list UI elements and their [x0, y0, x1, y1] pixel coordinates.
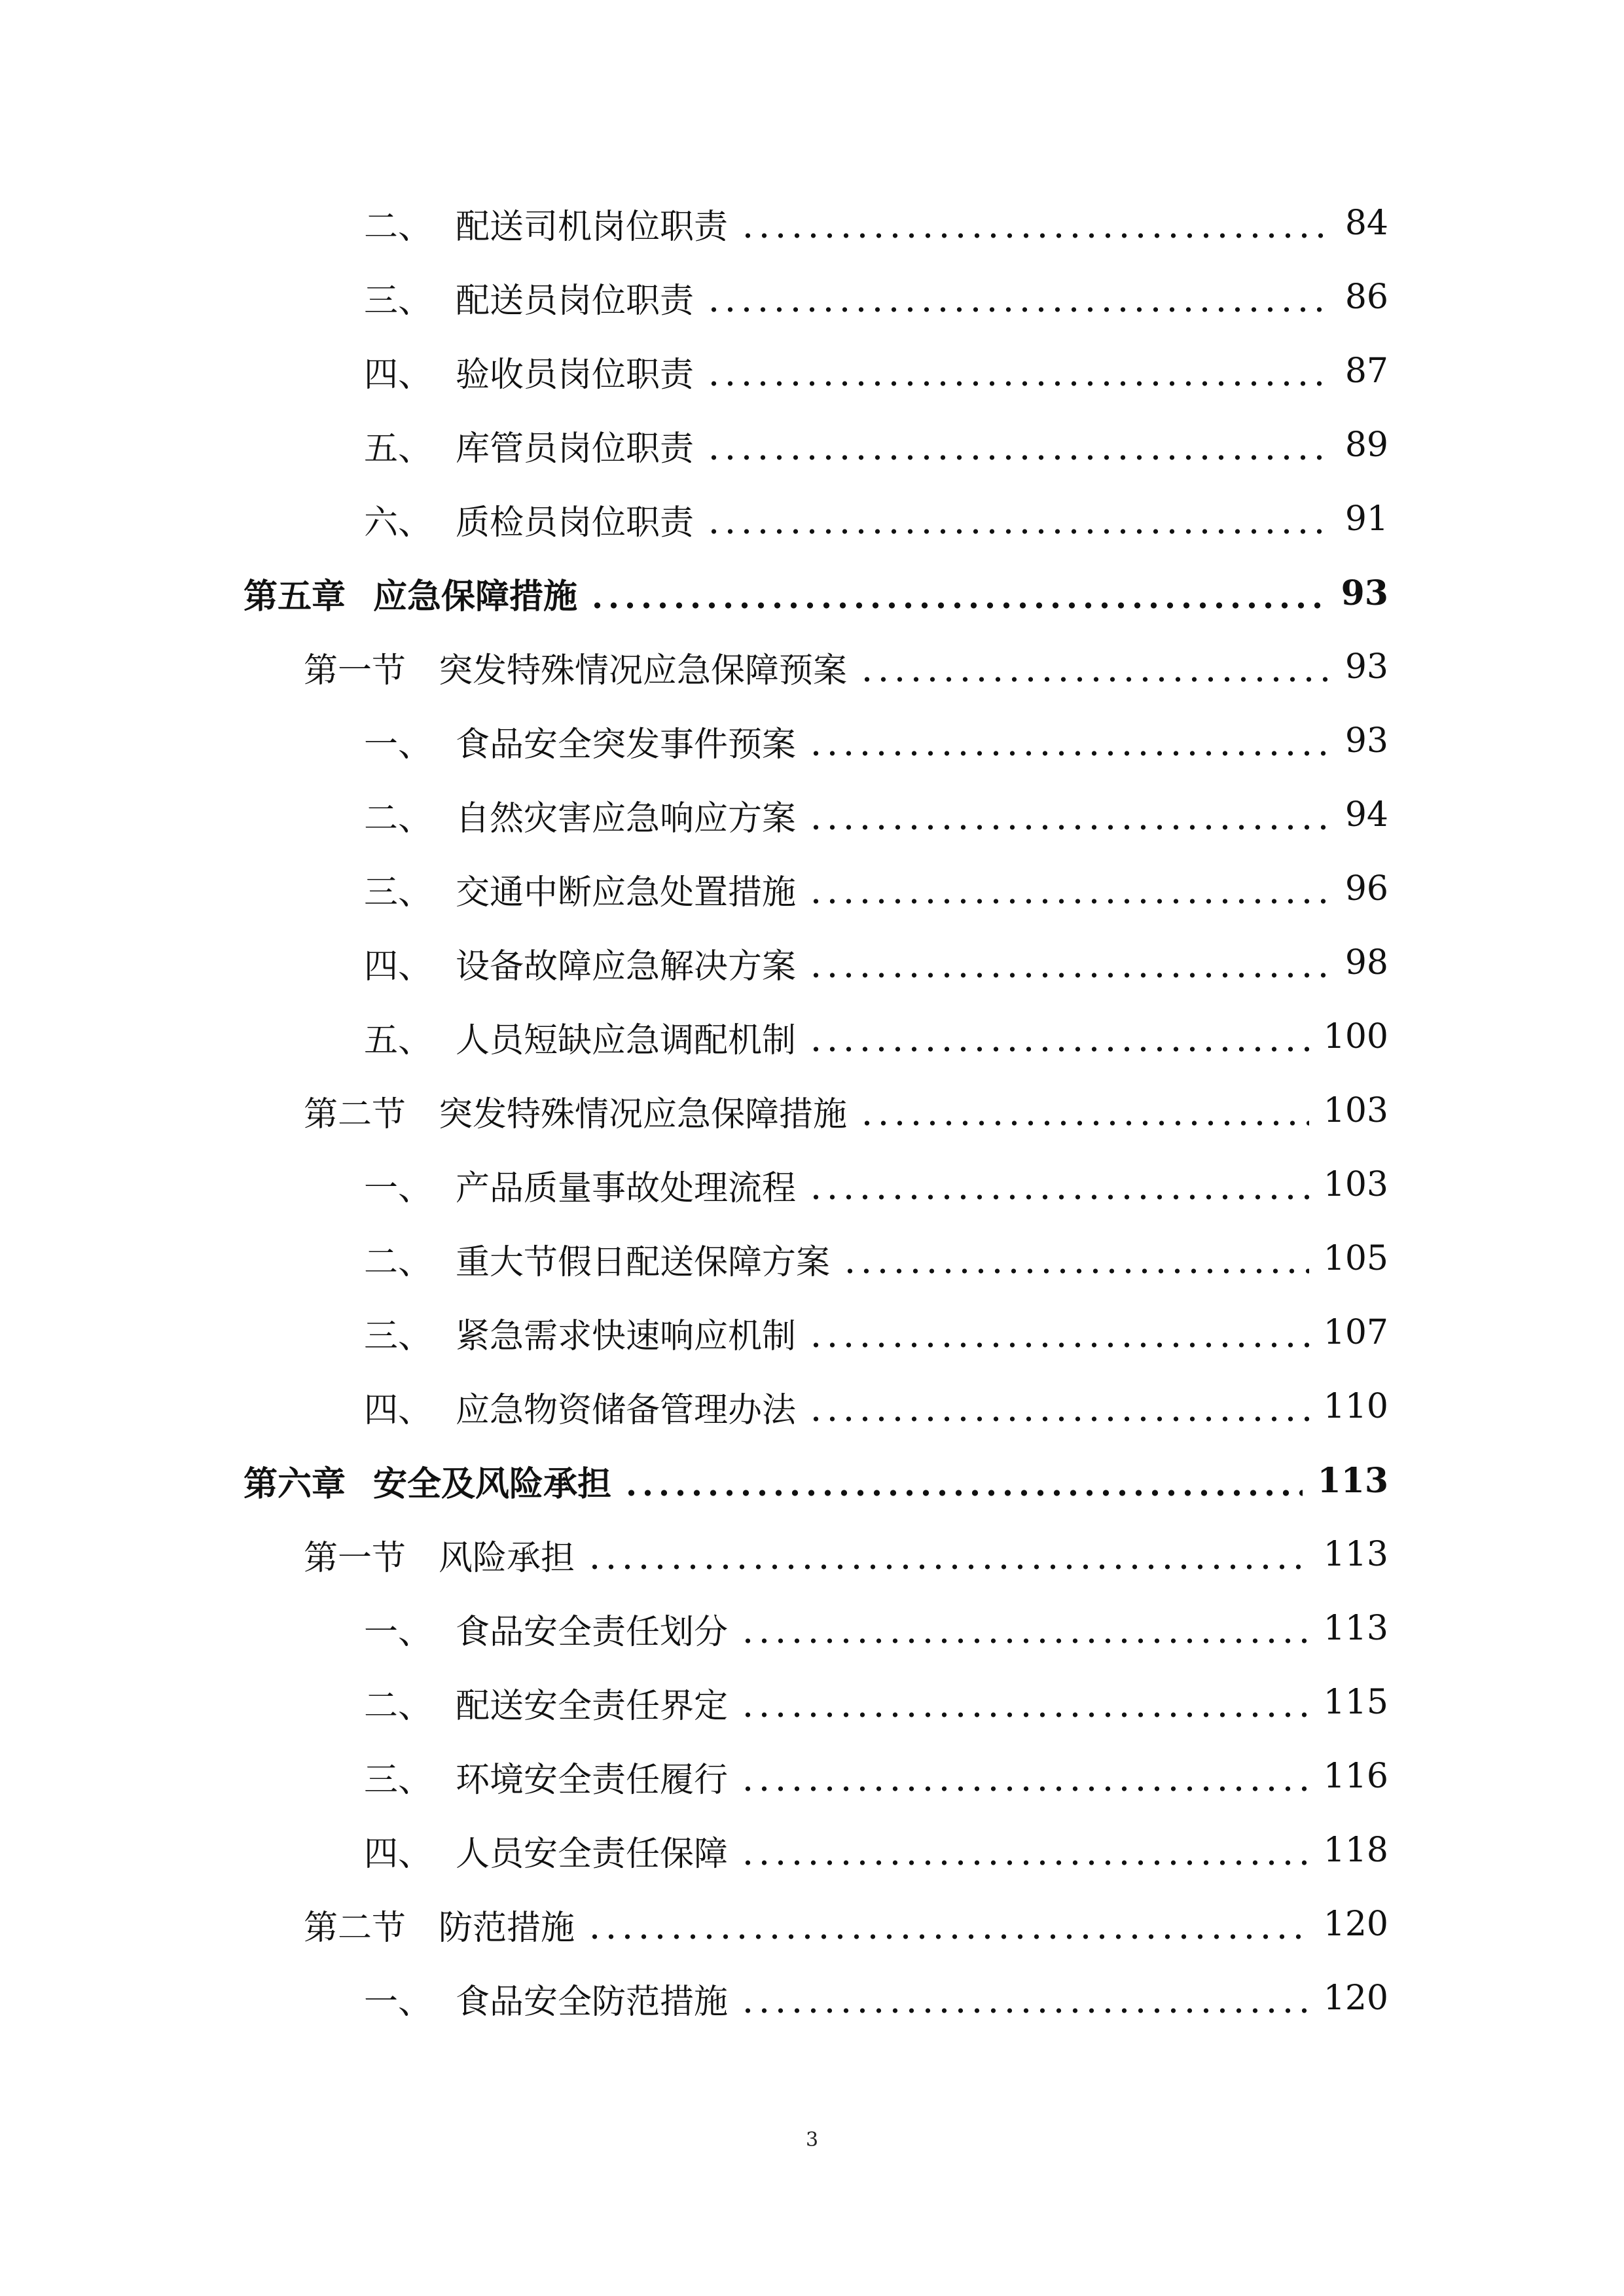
dot-leader — [586, 1539, 1309, 1570]
toc-entry[interactable] — [364, 715, 1388, 767]
toc-entry[interactable] — [364, 1824, 1388, 1876]
toc-entry-number: 三、 — [364, 1760, 433, 1800]
toc-entry-number: 一、 — [364, 1168, 433, 1208]
toc-section-entry[interactable] — [304, 1898, 1388, 1950]
toc-entry[interactable] — [364, 197, 1388, 249]
dot-leader — [740, 1835, 1309, 1866]
toc-entry-page: 107 — [1323, 1313, 1388, 1352]
dot-leader — [808, 873, 1331, 905]
toc-entry-page: 120 — [1323, 1905, 1388, 1944]
toc-entry-title: 配送安全责任界定 — [456, 1686, 729, 1726]
toc-entry-page: 98 — [1344, 943, 1388, 982]
toc-entry-title: 配送员岗位职责 — [456, 281, 695, 321]
toc-entry[interactable] — [364, 863, 1388, 915]
toc-entry-title: 突发特殊情况应急保障措施 — [439, 1094, 848, 1134]
toc-entry[interactable] — [364, 937, 1388, 989]
dot-leader — [808, 947, 1331, 978]
toc-entry-title: 库管员岗位职责 — [456, 429, 695, 469]
toc-entry-number: 一、 — [364, 1982, 433, 2022]
toc-chapter-entry[interactable] — [244, 1454, 1388, 1507]
toc-entry[interactable] — [364, 1380, 1388, 1433]
toc-entry-title: 食品安全防范措施 — [456, 1982, 729, 2022]
toc-entry-number: 二、 — [364, 1242, 433, 1282]
toc-entry-title: 风险承担 — [439, 1538, 575, 1578]
toc-entry-page: 105 — [1323, 1239, 1388, 1278]
toc-entry-page: 118 — [1323, 1831, 1388, 1870]
dot-leader — [808, 799, 1331, 831]
toc-entry[interactable] — [364, 1011, 1388, 1063]
toc-entry-number: 第五章 — [244, 576, 346, 617]
toc-entry-page: 89 — [1344, 425, 1388, 465]
toc-entry-page: 84 — [1344, 204, 1388, 243]
toc-entry-number: 二、 — [364, 798, 433, 838]
toc-entry-page: 103 — [1323, 1165, 1388, 1204]
toc-entry-number: 六、 — [364, 503, 433, 543]
toc-entry-title: 产品质量事故处理流程 — [456, 1168, 797, 1208]
toc-entry-number: 第六章 — [244, 1463, 346, 1504]
toc-entry-title: 设备故障应急解决方案 — [456, 946, 797, 986]
toc-section-entry[interactable] — [304, 1085, 1388, 1137]
toc-entry-number: 四、 — [364, 1834, 433, 1874]
dot-leader — [808, 725, 1331, 757]
toc-entry-title: 重大节假日配送保障方案 — [456, 1242, 831, 1282]
toc-entry-title: 环境安全责任履行 — [456, 1760, 729, 1800]
toc-entry-title: 安全及风险承担 — [373, 1463, 612, 1504]
dot-leader — [859, 651, 1331, 683]
toc-entry-page: 91 — [1344, 499, 1388, 539]
toc-entry-number: 三、 — [364, 281, 433, 321]
toc-entry[interactable] — [364, 1232, 1388, 1285]
toc-entry-page: 100 — [1323, 1017, 1388, 1056]
dot-leader — [706, 281, 1331, 313]
toc-entry-number: 五、 — [364, 429, 433, 469]
toc-entry-title: 食品安全突发事件预案 — [456, 725, 797, 764]
toc-entry[interactable] — [364, 271, 1388, 323]
dot-leader — [706, 503, 1331, 535]
toc-entry-title: 人员安全责任保障 — [456, 1834, 729, 1874]
dot-leader — [808, 1317, 1309, 1348]
toc-entry-title: 食品安全责任划分 — [456, 1612, 729, 1652]
toc-entry[interactable] — [364, 1972, 1388, 2024]
toc-entry-title: 应急保障措施 — [373, 576, 578, 617]
toc-entry-title: 自然灾害应急响应方案 — [456, 798, 797, 838]
dot-leader — [623, 1465, 1303, 1496]
toc-entry-number: 第二节 — [304, 1908, 406, 1948]
toc-entry[interactable] — [364, 1158, 1388, 1211]
toc-entry-page: 120 — [1323, 1979, 1388, 2018]
toc-entry-page: 113 — [1323, 1535, 1388, 1574]
dot-leader — [586, 1909, 1309, 1940]
dot-leader — [740, 1761, 1309, 1792]
toc-entry[interactable] — [364, 1602, 1388, 1655]
toc-entry-title: 突发特殊情况应急保障预案 — [439, 651, 848, 691]
toc-entry-number: 一、 — [364, 725, 433, 764]
toc-entry-page: 115 — [1323, 1683, 1388, 1722]
toc-entry-title: 防范措施 — [439, 1908, 575, 1948]
toc-entry-number: 第一节 — [304, 1538, 406, 1578]
dot-leader — [808, 1021, 1309, 1052]
toc-entry-title: 质检员岗位职责 — [456, 503, 695, 543]
dot-leader — [589, 577, 1327, 609]
toc-entry-page: 93 — [1344, 647, 1388, 687]
toc-entry-title: 配送司机岗位职责 — [456, 207, 729, 247]
toc-entry-number: 二、 — [364, 1686, 433, 1726]
dot-leader — [706, 355, 1331, 387]
toc-entry[interactable] — [364, 419, 1388, 471]
toc-entry[interactable] — [364, 789, 1388, 841]
toc-entry-page: 87 — [1344, 351, 1388, 391]
toc-entry-title: 验收员岗位职责 — [456, 355, 695, 395]
dot-leader — [740, 207, 1331, 239]
toc-entry-page: 103 — [1323, 1091, 1388, 1130]
toc-entry-title: 应急物资储备管理办法 — [456, 1390, 797, 1430]
toc-entry-number: 四、 — [364, 355, 433, 395]
toc-entry-number: 三、 — [364, 872, 433, 912]
toc-entry-title: 人员短缺应急调配机制 — [456, 1020, 797, 1060]
dot-leader — [859, 1095, 1309, 1126]
toc-entry-page: 116 — [1323, 1757, 1388, 1796]
toc-entry-page: 113 — [1317, 1460, 1388, 1501]
dot-leader — [740, 1687, 1309, 1718]
dot-leader — [740, 1613, 1309, 1644]
toc-entry-page: 93 — [1341, 573, 1388, 613]
dot-leader — [740, 1982, 1309, 2014]
toc-entry-number: 一、 — [364, 1612, 433, 1652]
toc-entry-page: 110 — [1323, 1387, 1388, 1426]
toc-chapter-entry[interactable] — [244, 567, 1388, 619]
toc-entry-number: 三、 — [364, 1316, 433, 1356]
toc-entry-page: 113 — [1323, 1609, 1388, 1648]
toc-entry-title: 交通中断应急处置措施 — [456, 872, 797, 912]
toc-entry-number: 第一节 — [304, 651, 406, 691]
toc-entry-number: 四、 — [364, 946, 433, 986]
toc-entry-page: 86 — [1344, 278, 1388, 317]
dot-leader — [842, 1243, 1309, 1274]
toc-entry[interactable] — [364, 1306, 1388, 1359]
toc-entry-number: 第二节 — [304, 1094, 406, 1134]
dot-leader — [808, 1169, 1309, 1200]
dot-leader — [808, 1391, 1309, 1422]
toc-entry[interactable] — [364, 1750, 1388, 1803]
dot-leader — [706, 429, 1331, 461]
toc-entry[interactable] — [364, 1676, 1388, 1729]
toc-entry-title: 紧急需求快速响应机制 — [456, 1316, 797, 1356]
page-number: 3 — [805, 2128, 819, 2151]
toc-entry-number: 二、 — [364, 207, 433, 247]
toc-entry[interactable] — [364, 345, 1388, 397]
toc-entry[interactable] — [364, 493, 1388, 545]
toc-entry-number: 四、 — [364, 1390, 433, 1430]
toc-section-entry[interactable] — [304, 641, 1388, 693]
toc-entry-number: 五、 — [364, 1020, 433, 1060]
toc-entry-page: 93 — [1344, 721, 1388, 761]
toc-entry-page: 96 — [1344, 869, 1388, 908]
toc-section-entry[interactable] — [304, 1528, 1388, 1581]
toc-entry-page: 94 — [1344, 795, 1388, 834]
